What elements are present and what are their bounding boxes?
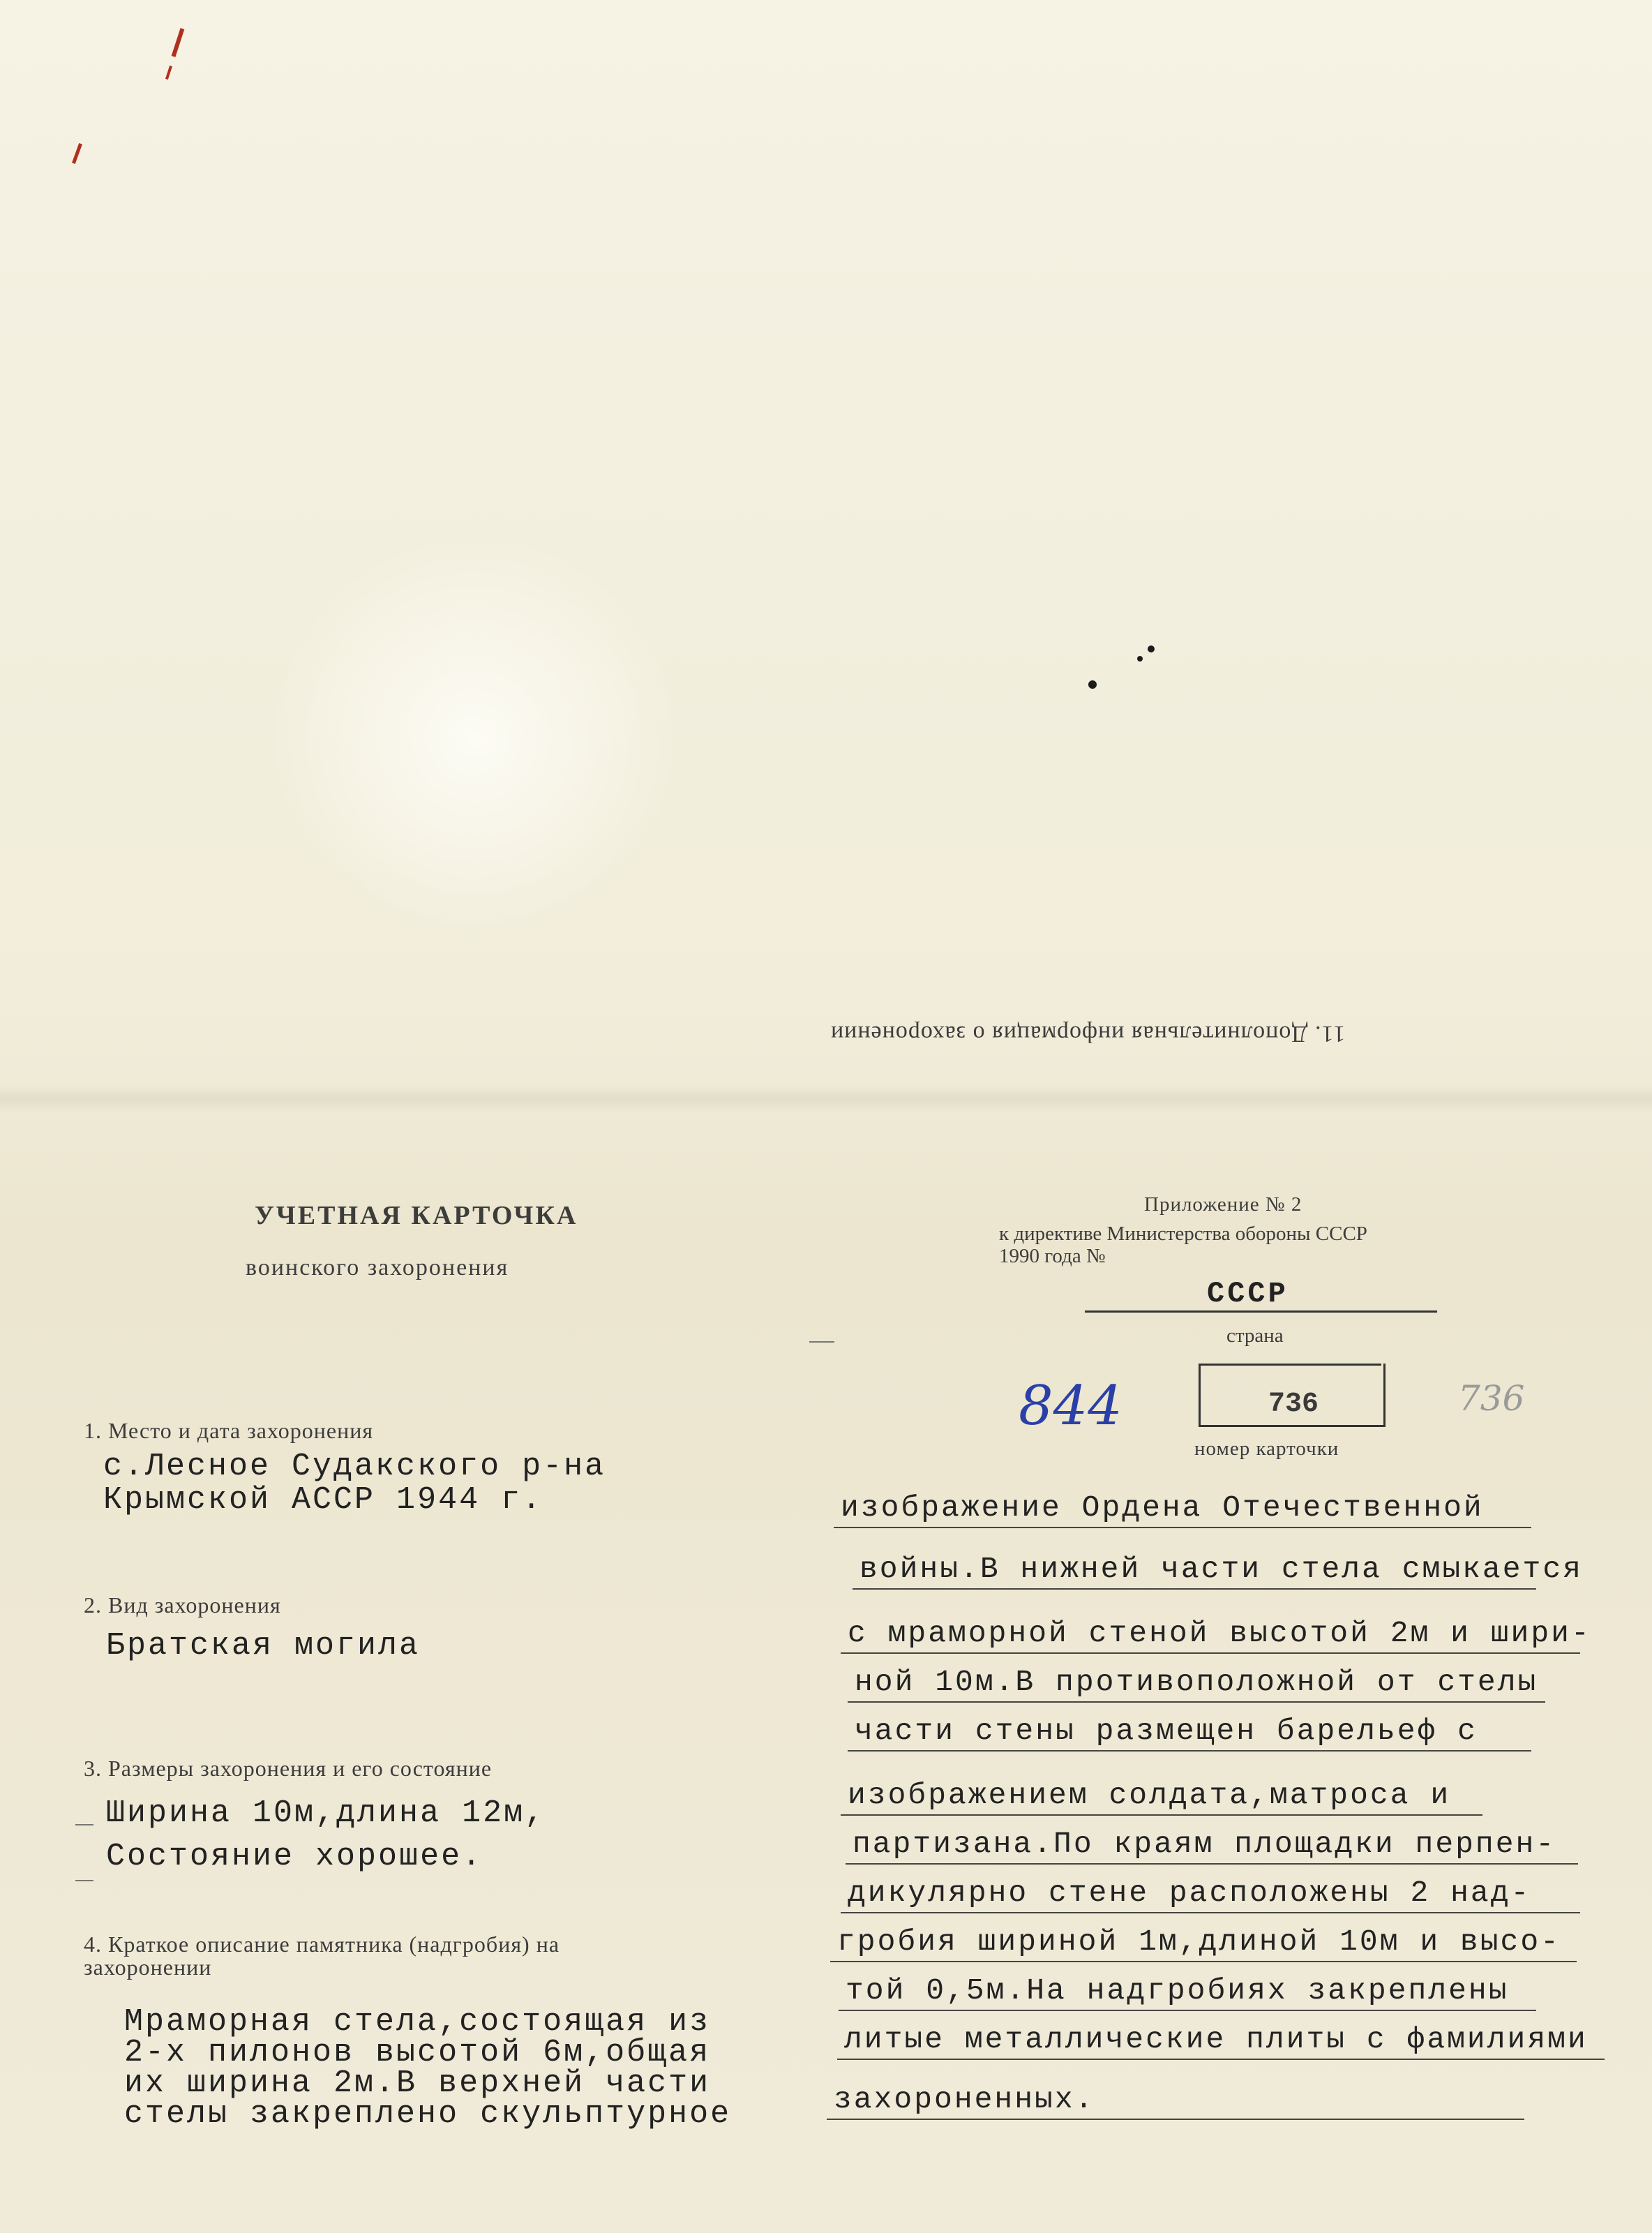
section-2-label: 2. Вид захоронения (84, 1592, 281, 1618)
ink-blot (1148, 645, 1155, 652)
ink-blot (1137, 656, 1143, 662)
section-3-label: 3. Размеры захоронения и его состояние (84, 1756, 493, 1781)
reverse-section-heading: 11. Дополнительная информация о захоронении (830, 1021, 1346, 1047)
continuation-line: той 0,5м.На надгробиях закреплены (846, 1973, 1509, 2008)
directive-line: к директиве Министерства обороны СССР (999, 1223, 1367, 1245)
underline-rule (846, 1863, 1578, 1865)
directive-reference (999, 1223, 1367, 1267)
continuation-line: литые металлические плиты с фамилиями (844, 2022, 1588, 2056)
underline-rule (841, 1912, 1580, 1913)
directive-line: 1990 года № (999, 1245, 1106, 1267)
ink-blot (1088, 680, 1097, 689)
section-4-label: 4. Краткое описание памятника (надгробия) на захоронении (84, 1932, 560, 1980)
appendix-title: Приложение № 2 (1144, 1193, 1302, 1216)
handwritten-number-blue: 844 (1019, 1375, 1122, 1437)
section-3-value: Ширина 10м,длина 12м, Состояние хорошее. (106, 1795, 546, 1874)
card-number: 736 (1268, 1389, 1319, 1420)
continuation-line: ной 10м.В противоположной от стелы (855, 1665, 1538, 1699)
continuation-line: захороненных. (834, 2082, 1095, 2116)
card-subtitle: воинского захоронения (246, 1255, 509, 1280)
continuation-line: войны.В нижней части стела смыкается (859, 1552, 1583, 1586)
handwritten-number-pencil: 736 (1458, 1378, 1525, 1419)
continuation-line: дикулярно стене расположены 2 над- (848, 1876, 1531, 1910)
continuation-line: части стены размещен барельеф с (855, 1714, 1478, 1748)
continuation-line: изображением солдата,матроса и (848, 1778, 1451, 1812)
continuation-line: партизана.По краям площадки перпен- (853, 1827, 1556, 1861)
underline-rule (830, 1961, 1577, 1962)
underline-rule (839, 2010, 1536, 2011)
country-caption: страна (1226, 1324, 1284, 1347)
section-1-value: с.Лесное Судакского р-на Крымской АССР 1944 г. (103, 1449, 606, 1518)
underline-rule (848, 1701, 1545, 1703)
underline-rule (841, 1814, 1482, 1816)
underline-rule (853, 1588, 1536, 1590)
continuation-line: с мраморной стеной высотой 2м и шири- (848, 1616, 1591, 1650)
underline-rule (841, 1652, 1580, 1654)
paper-fold (0, 1085, 1652, 1113)
underline-rule (848, 1750, 1531, 1752)
continuation-line: гробия шириной 1м,длиной 10м и высо- (837, 1925, 1561, 1959)
country-underline (1085, 1310, 1437, 1313)
discoloration (265, 530, 684, 949)
underline-rule (837, 2059, 1605, 2060)
section-1-label: 1. Место и дата захоронения (84, 1418, 374, 1443)
stray-dash (809, 1341, 834, 1343)
continuation-line: изображение Ордена Отечественной (841, 1491, 1484, 1525)
section-4-value: Мраморная стела,состоящая из 2-х пилонов высотой 6м,общая их ширина 2м.В верхней части стелы закреплено скульптурное (124, 2004, 732, 2132)
underline-rule (827, 2119, 1524, 2120)
card-title: УЧЕТНАЯ КАРТОЧКА (255, 1201, 578, 1230)
section-2-value: Братская могила (106, 1628, 421, 1664)
card-number-caption: номер карточки (1194, 1437, 1339, 1460)
stray-dash (75, 1880, 93, 1881)
underline-rule (834, 1527, 1531, 1528)
country-value: СССР (1207, 1277, 1289, 1310)
stray-dash (75, 1824, 93, 1825)
